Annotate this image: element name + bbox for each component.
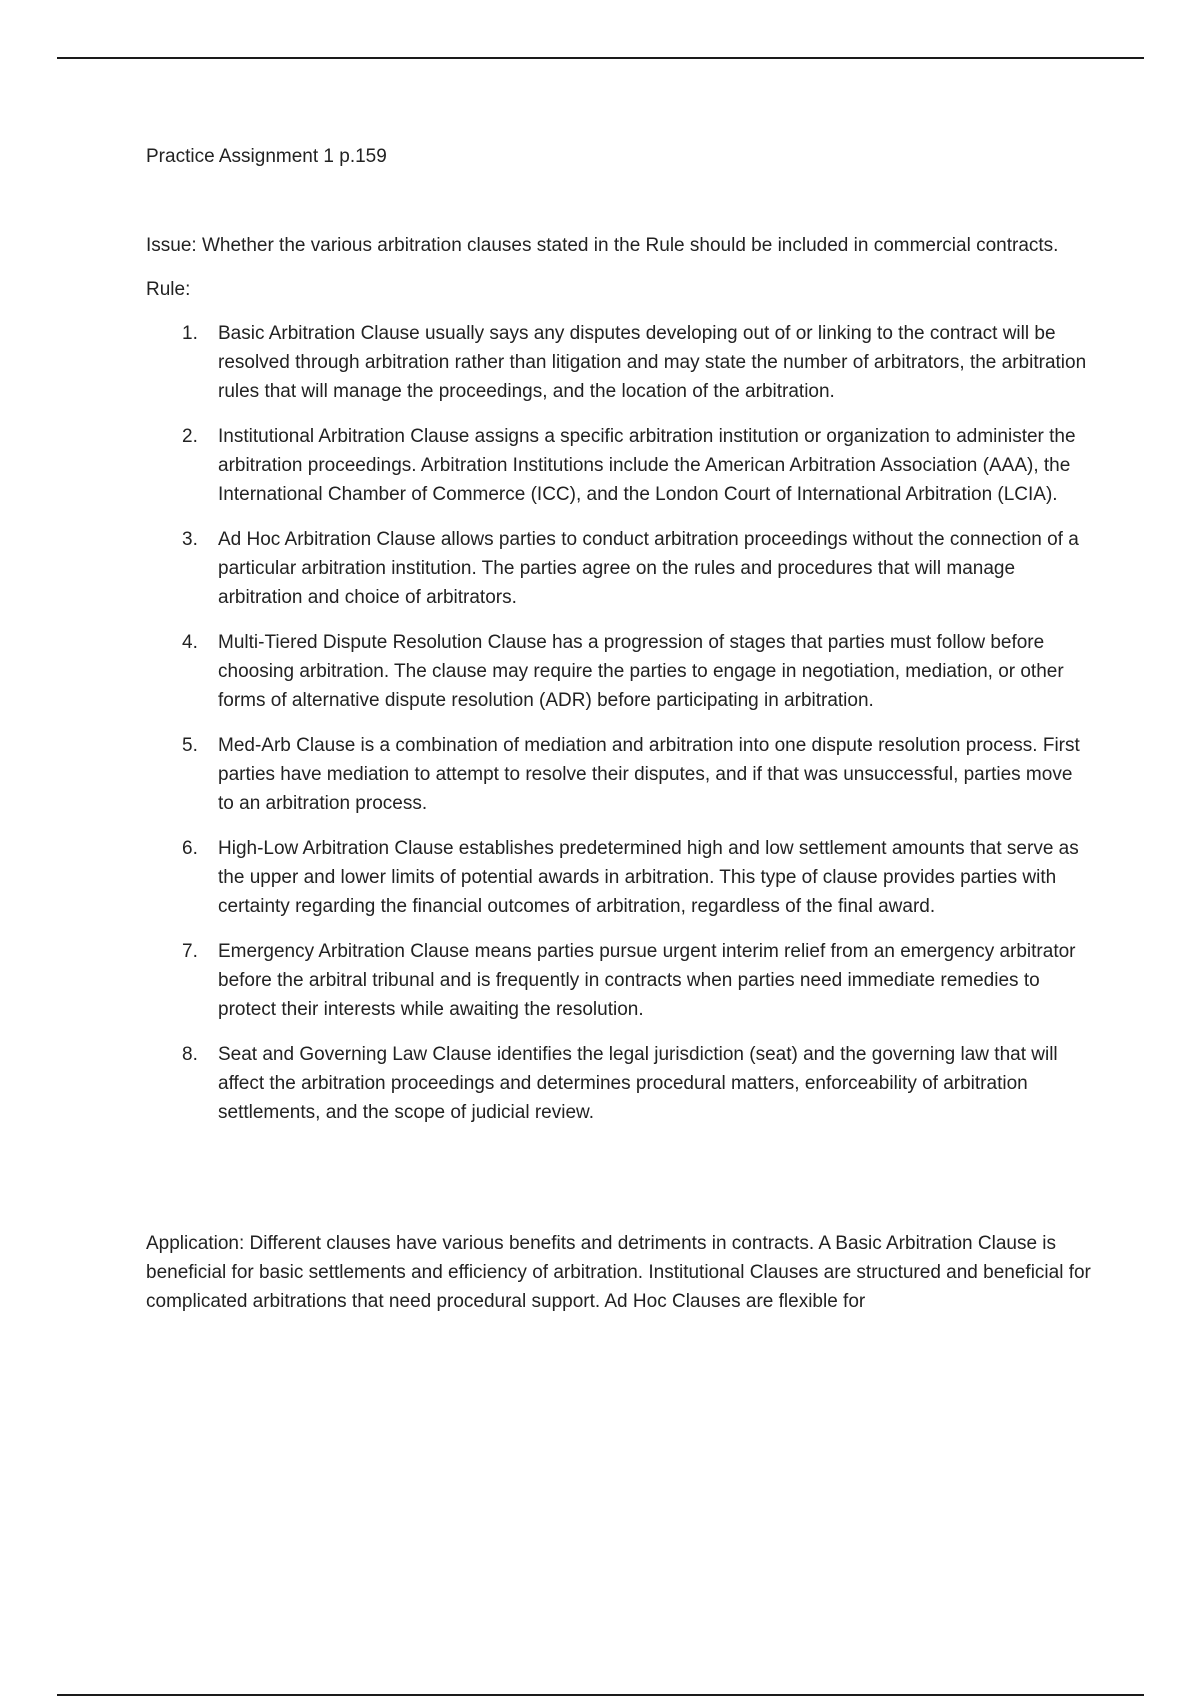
- list-item: [146, 937, 1092, 1024]
- list-item-number: 4.: [182, 632, 198, 653]
- application-paragraph: Application: Different clauses have various benefits and detriments in contracts. A Basic Arbitration Clause is beneficial for basic settlements and efficiency of arbitration. Institutional Clauses are structured and beneficial for complicated arbitrations that need procedural support. Ad Hoc Clauses are flexible for: [146, 1233, 1091, 1312]
- list-item-number: 5.: [182, 735, 198, 756]
- list-item-number: 2.: [182, 426, 198, 447]
- list-item-text: Institutional Arbitration Clause assigns a specific arbitration institution or organization to administer the arbitration proceedings. Arbitration Institutions include the American Arbitration Association (AAA), the International Chamber of Commerce (ICC), and the London Court of International Arbitration (LCIA).: [218, 426, 1076, 505]
- list-item-number: 8.: [182, 1044, 198, 1065]
- list-item: [146, 525, 1092, 612]
- list-item-text: Med-Arb Clause is a combination of mediation and arbitration into one dispute resolution process. First parties have mediation to attempt to resolve their disputes, and if that was unsuccessful, parties move to an arbitration process.: [218, 735, 1080, 814]
- document-title: Practice Assignment 1 p.159: [146, 146, 387, 167]
- list-item: [146, 1040, 1092, 1127]
- list-item-text: High-Low Arbitration Clause establishes predetermined high and low settlement amounts that serve as the upper and lower limits of potential awards in arbitration. This type of clause provides parties with certainty regarding the financial outcomes of arbitration, regardless of the final award.: [218, 838, 1079, 917]
- document-page: [146, 142, 1092, 1316]
- issue-paragraph: Issue: Whether the various arbitration clauses stated in the Rule should be included in commercial contracts.: [146, 235, 1059, 256]
- list-item-number: 6.: [182, 838, 198, 859]
- header-rule-line: [57, 57, 1144, 59]
- list-item-text: Emergency Arbitration Clause means parties pursue urgent interim relief from an emergency arbitrator before the arbitral tribunal and is frequently in contracts when parties need immediate remedies to protect their interests while awaiting the resolution.: [218, 941, 1076, 1020]
- footer-rule-line: [57, 1694, 1144, 1696]
- list-item-number: 1.: [182, 323, 198, 344]
- list-item-number: 7.: [182, 941, 198, 962]
- list-item: [146, 731, 1092, 818]
- clause-list: [146, 319, 1092, 1127]
- list-item: [146, 319, 1092, 406]
- list-item: [146, 422, 1092, 509]
- list-item-text: Basic Arbitration Clause usually says any disputes developing out of or linking to the contract will be resolved through arbitration rather than litigation and may state the number of arbitrators, the arbitration rules that will manage the proceedings, and the location of the arbitration.: [218, 323, 1087, 402]
- list-item-text: Ad Hoc Arbitration Clause allows parties to conduct arbitration proceedings without the connection of a particular arbitration institution. The parties agree on the rules and procedures that will manage arbitration and choice of arbitrators.: [218, 529, 1079, 608]
- list-item: [146, 628, 1092, 715]
- list-item-number: 3.: [182, 529, 198, 550]
- rule-heading: Rule:: [146, 279, 191, 300]
- list-item: [146, 834, 1092, 921]
- list-item-text: Multi-Tiered Dispute Resolution Clause has a progression of stages that parties must follow before choosing arbitration. The clause may require the parties to engage in negotiation, mediation, or other forms of alternative dispute resolution (ADR) before participating in arbitration.: [218, 632, 1064, 711]
- list-item-text: Seat and Governing Law Clause identifies the legal jurisdiction (seat) and the governing law that will affect the arbitration proceedings and determines procedural matters, enforceability of arbitration settlements, and the scope of judicial review.: [218, 1044, 1058, 1123]
